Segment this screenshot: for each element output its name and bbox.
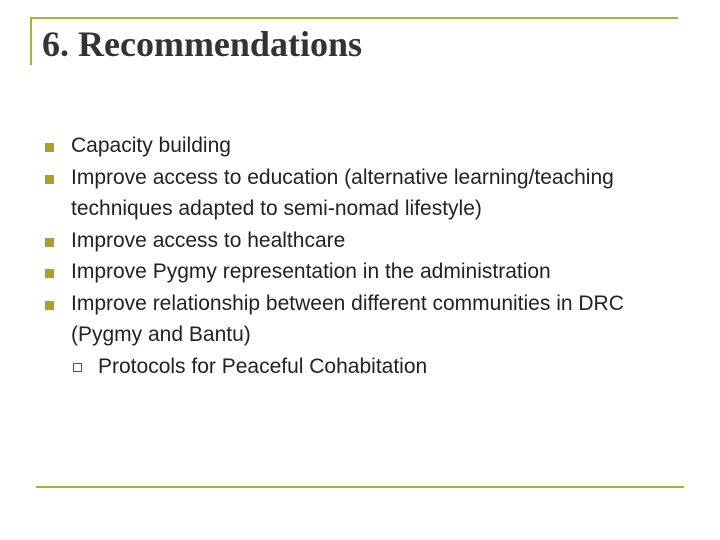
square-bullet-icon	[45, 175, 54, 184]
hollow-square-bullet-icon	[73, 363, 82, 372]
slide-title: 6. Recommendations	[42, 24, 362, 64]
square-bullet-icon	[45, 238, 54, 247]
sub-bullet-text: Protocols for Peaceful Cohabitation	[98, 354, 428, 378]
bullet-item	[40, 288, 660, 383]
bullet-text: Improve relationship between different communities in DRC (Pygmy and Bantu)	[71, 291, 624, 346]
bullet-text: Improve access to healthcare	[71, 228, 346, 252]
frame-left-line	[30, 17, 32, 65]
square-bullet-icon	[45, 143, 54, 152]
bullet-list	[40, 130, 660, 382]
bullet-item	[40, 130, 660, 162]
bullet-text: Capacity building	[71, 134, 231, 157]
bullet-item	[40, 225, 660, 257]
bullet-text: Improve Pygmy representation in the administration	[71, 260, 551, 283]
frame-top-line	[30, 17, 678, 19]
square-bullet-icon	[45, 301, 54, 310]
sub-bullet-item	[71, 351, 660, 383]
bullet-item	[40, 256, 660, 288]
sub-bullet-list	[71, 351, 660, 383]
bullet-text: Improve access to education (alternative learning/teaching techniques adapted to semi-nomad lifestyle)	[71, 165, 614, 220]
frame-bottom-line	[36, 486, 684, 488]
bullet-item	[40, 162, 660, 225]
square-bullet-icon	[45, 269, 54, 278]
